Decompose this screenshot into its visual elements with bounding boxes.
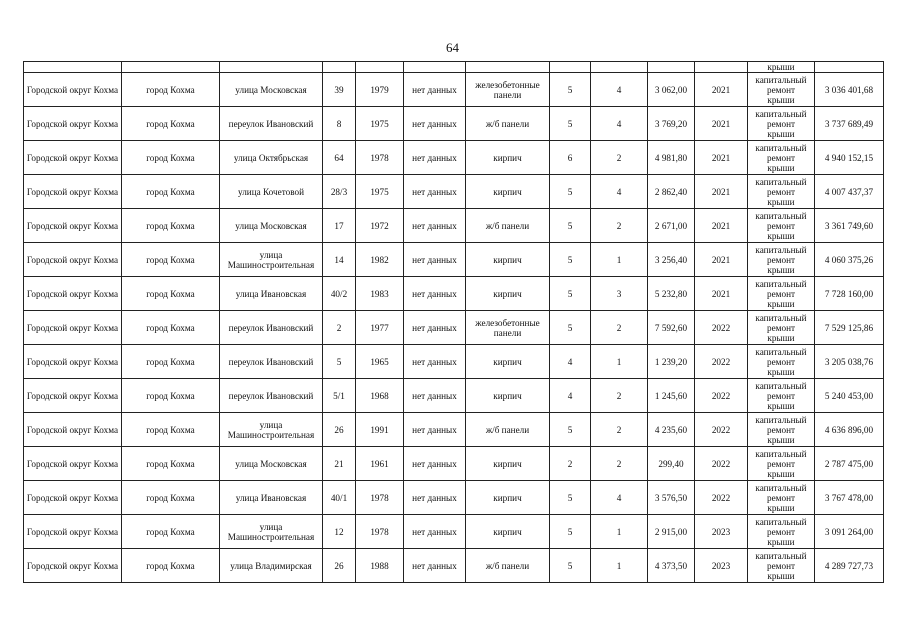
- work-type-line: капитальный: [755, 108, 807, 119]
- cell-wall-material: кирпич: [466, 447, 550, 481]
- cell-entrances: 1: [591, 345, 648, 379]
- cell-work-type: [748, 311, 815, 345]
- cell-floors: 5: [550, 277, 591, 311]
- cell-area: 2 915,00: [648, 515, 695, 549]
- cell-work-type: [748, 515, 815, 549]
- cell-city: город Кохма: [122, 413, 220, 447]
- cell-prev-repair: нет данных: [404, 311, 466, 345]
- cell-wall-material: ж/б панели: [466, 549, 550, 583]
- repair-register-table: [23, 61, 884, 583]
- cell-work-type: [748, 73, 815, 107]
- cell-street: улица Московская: [220, 73, 323, 107]
- cell-floors: 5: [550, 107, 591, 141]
- cell-entrances: 2: [591, 311, 648, 345]
- cell-district: Городской округ Кохма: [24, 209, 122, 243]
- cell-cost: 3 036 401,68: [815, 73, 884, 107]
- cell-prev-repair: нет данных: [404, 345, 466, 379]
- work-type-line: крыши: [767, 332, 795, 343]
- cell-work-type: [748, 277, 815, 311]
- cell-year-built: 1965: [356, 345, 404, 379]
- cell-house: 14: [323, 243, 356, 277]
- cell-street: переулок Ивановский: [220, 345, 323, 379]
- cell-area: [648, 62, 695, 73]
- table-row: [24, 379, 884, 413]
- cell-area: 7 592,60: [648, 311, 695, 345]
- table-row: [24, 175, 884, 209]
- cell-area: 3 062,00: [648, 73, 695, 107]
- cell-prev-repair: нет данных: [404, 107, 466, 141]
- cell-city: город Кохма: [122, 481, 220, 515]
- work-type-line: крыши: [767, 162, 795, 173]
- cell-plan-year: 2021: [695, 73, 748, 107]
- cell-district: Городской округ Кохма: [24, 311, 122, 345]
- cell-district: Городской округ Кохма: [24, 379, 122, 413]
- work-type-line: крыши: [767, 366, 795, 377]
- cell-area: 4 235,60: [648, 413, 695, 447]
- table-row: [24, 311, 884, 345]
- cell-entrances: 1: [591, 515, 648, 549]
- work-type-line: крыши: [767, 94, 795, 105]
- cell-cost: 3 361 749,60: [815, 209, 884, 243]
- cell-prev-repair: нет данных: [404, 209, 466, 243]
- cell-city: город Кохма: [122, 141, 220, 175]
- work-type-line: ремонт: [766, 220, 795, 231]
- cell-plan-year: 2021: [695, 277, 748, 311]
- cell-city: город Кохма: [122, 209, 220, 243]
- cell-street: улица Октябрьская: [220, 141, 323, 175]
- work-type-line: ремонт: [766, 390, 795, 401]
- cell-entrances: 2: [591, 413, 648, 447]
- work-type-line: ремонт: [766, 458, 795, 469]
- table-row: [24, 73, 884, 107]
- cell-city: город Кохма: [122, 175, 220, 209]
- cell-entrances: 4: [591, 73, 648, 107]
- cell-wall-material: кирпич: [466, 243, 550, 277]
- cell-year-built: 1991: [356, 413, 404, 447]
- cell-house: 21: [323, 447, 356, 481]
- work-type-line: крыши: [767, 264, 795, 275]
- cell-plan-year: 2021: [695, 243, 748, 277]
- cell-work-type: [748, 175, 815, 209]
- cell-house: 39: [323, 73, 356, 107]
- cell-entrances: 1: [591, 549, 648, 583]
- cell-house: 8: [323, 107, 356, 141]
- cell-street: улица Кочетовой: [220, 175, 323, 209]
- work-type-line: капитальный: [755, 414, 807, 425]
- table-row: [24, 209, 884, 243]
- cell-wall-material: ж/б панели: [466, 107, 550, 141]
- cell-cost: 7 529 125,86: [815, 311, 884, 345]
- cell-prev-repair: [404, 62, 466, 73]
- cell-prev-repair: нет данных: [404, 413, 466, 447]
- cell-area: 1 239,20: [648, 345, 695, 379]
- work-type-line: крыши: [767, 468, 795, 479]
- work-type-line: ремонт: [766, 526, 795, 537]
- cell-prev-repair: нет данных: [404, 549, 466, 583]
- cell-plan-year: 2021: [695, 175, 748, 209]
- cell-work-type: [748, 243, 815, 277]
- cell-district: Городской округ Кохма: [24, 73, 122, 107]
- cell-cost: 4 940 152,15: [815, 141, 884, 175]
- work-type-line: крыши: [767, 230, 795, 241]
- cell-house: 26: [323, 549, 356, 583]
- cell-house: 40/1: [323, 481, 356, 515]
- cell-plan-year: 2022: [695, 413, 748, 447]
- cell-city: [122, 62, 220, 73]
- cell-street: переулок Ивановский: [220, 107, 323, 141]
- work-type-line: ремонт: [766, 84, 795, 95]
- cell-wall-material: кирпич: [466, 277, 550, 311]
- cell-city: город Кохма: [122, 379, 220, 413]
- cell-street: улица Машиностроительная: [220, 243, 323, 277]
- cell-area: 4 981,80: [648, 141, 695, 175]
- work-type-line: крыши: [767, 128, 795, 139]
- cell-year-built: 1975: [356, 107, 404, 141]
- cell-floors: 5: [550, 515, 591, 549]
- cell-city: город Кохма: [122, 549, 220, 583]
- cell-year-built: 1983: [356, 277, 404, 311]
- work-type-line: капитальный: [755, 176, 807, 187]
- cell-wall-material: кирпич: [466, 481, 550, 515]
- cell-cost: 2 787 475,00: [815, 447, 884, 481]
- cell-wall-material: ж/б панели: [466, 413, 550, 447]
- cell-wall-material: железобетонные панели: [466, 311, 550, 345]
- cell-street: переулок Ивановский: [220, 379, 323, 413]
- cell-floors: 5: [550, 243, 591, 277]
- cell-cost: 3 091 264,00: [815, 515, 884, 549]
- work-type-line: ремонт: [766, 322, 795, 333]
- cell-floors: 6: [550, 141, 591, 175]
- cell-floors: 5: [550, 413, 591, 447]
- cell-entrances: [591, 62, 648, 73]
- table-row: [24, 413, 884, 447]
- cell-year-built: [356, 62, 404, 73]
- cell-year-built: 1975: [356, 175, 404, 209]
- cell-area: 4 373,50: [648, 549, 695, 583]
- cell-entrances: 2: [591, 447, 648, 481]
- cell-cost: 5 240 453,00: [815, 379, 884, 413]
- cell-area: 5 232,80: [648, 277, 695, 311]
- cell-cost: 3 205 038,76: [815, 345, 884, 379]
- cell-house: 5/1: [323, 379, 356, 413]
- cell-cost: [815, 62, 884, 73]
- cell-entrances: 1: [591, 243, 648, 277]
- cell-prev-repair: нет данных: [404, 243, 466, 277]
- work-type-line: капитальный: [755, 346, 807, 357]
- cell-work-type: [748, 209, 815, 243]
- cell-floors: 5: [550, 311, 591, 345]
- work-type-line: крыши: [767, 502, 795, 513]
- work-type-line: крыши: [767, 298, 795, 309]
- cell-wall-material: кирпич: [466, 175, 550, 209]
- work-type-line: ремонт: [766, 152, 795, 163]
- cell-district: Городской округ Кохма: [24, 141, 122, 175]
- cell-area: 3 256,40: [648, 243, 695, 277]
- cell-cost: 3 767 478,00: [815, 481, 884, 515]
- cell-area: 299,40: [648, 447, 695, 481]
- cell-plan-year: 2022: [695, 379, 748, 413]
- cell-entrances: 4: [591, 175, 648, 209]
- cell-district: Городской округ Кохма: [24, 413, 122, 447]
- cell-city: город Кохма: [122, 311, 220, 345]
- cell-house: 28/3: [323, 175, 356, 209]
- cell-prev-repair: нет данных: [404, 481, 466, 515]
- cell-area: 3 576,50: [648, 481, 695, 515]
- cell-work-type: [748, 345, 815, 379]
- cell-street: улица Ивановская: [220, 277, 323, 311]
- cell-plan-year: 2022: [695, 481, 748, 515]
- work-type-line: капитальный: [755, 210, 807, 221]
- cell-prev-repair: нет данных: [404, 73, 466, 107]
- work-type-line: ремонт: [766, 186, 795, 197]
- cell-house: 64: [323, 141, 356, 175]
- cell-street: улица Машиностроительная: [220, 413, 323, 447]
- cell-work-type: [748, 107, 815, 141]
- work-type-line: ремонт: [766, 560, 795, 571]
- cell-area: 2 862,40: [648, 175, 695, 209]
- cell-street: улица Машиностроительная: [220, 515, 323, 549]
- cell-plan-year: [695, 62, 748, 73]
- cell-wall-material: [466, 62, 550, 73]
- cell-plan-year: 2021: [695, 209, 748, 243]
- cell-floors: [550, 62, 591, 73]
- cell-work-type: [748, 379, 815, 413]
- cell-district: Городской округ Кохма: [24, 515, 122, 549]
- cell-city: город Кохма: [122, 515, 220, 549]
- cell-prev-repair: нет данных: [404, 175, 466, 209]
- cell-work-type: [748, 141, 815, 175]
- cell-area: 2 671,00: [648, 209, 695, 243]
- cell-district: Городской округ Кохма: [24, 549, 122, 583]
- cell-plan-year: 2023: [695, 549, 748, 583]
- cell-district: Городской округ Кохма: [24, 175, 122, 209]
- cell-wall-material: кирпич: [466, 515, 550, 549]
- cell-work-type: [748, 447, 815, 481]
- cell-city: город Кохма: [122, 107, 220, 141]
- cell-city: город Кохма: [122, 73, 220, 107]
- cell-entrances: 2: [591, 209, 648, 243]
- work-type-line: ремонт: [766, 492, 795, 503]
- cell-plan-year: 2022: [695, 447, 748, 481]
- cell-house: 26: [323, 413, 356, 447]
- cell-wall-material: кирпич: [466, 379, 550, 413]
- cell-floors: 2: [550, 447, 591, 481]
- table-row: [24, 243, 884, 277]
- cell-year-built: 1972: [356, 209, 404, 243]
- cell-plan-year: 2021: [695, 107, 748, 141]
- work-type-line: ремонт: [766, 288, 795, 299]
- cell-street: переулок Ивановский: [220, 311, 323, 345]
- table-row: [24, 107, 884, 141]
- cell-city: город Кохма: [122, 345, 220, 379]
- cell-work-type: [748, 481, 815, 515]
- cell-work-type: крыши: [748, 62, 815, 73]
- cell-floors: 5: [550, 73, 591, 107]
- cell-plan-year: 2021: [695, 141, 748, 175]
- cell-district: Городской округ Кохма: [24, 481, 122, 515]
- cell-wall-material: кирпич: [466, 141, 550, 175]
- cell-prev-repair: нет данных: [404, 277, 466, 311]
- work-type-line: капитальный: [755, 142, 807, 153]
- cell-entrances: 2: [591, 379, 648, 413]
- continuation-row: [24, 62, 884, 73]
- cell-city: город Кохма: [122, 277, 220, 311]
- cell-prev-repair: нет данных: [404, 515, 466, 549]
- table-row: [24, 345, 884, 379]
- work-type-line: капитальный: [755, 278, 807, 289]
- cell-district: Городской округ Кохма: [24, 243, 122, 277]
- work-type-line: ремонт: [766, 356, 795, 367]
- cell-district: [24, 62, 122, 73]
- cell-prev-repair: нет данных: [404, 447, 466, 481]
- cell-house: 12: [323, 515, 356, 549]
- cell-year-built: 1978: [356, 481, 404, 515]
- cell-cost: 4 289 727,73: [815, 549, 884, 583]
- cell-floors: 5: [550, 175, 591, 209]
- cell-cost: 4 636 896,00: [815, 413, 884, 447]
- cell-house: 40/2: [323, 277, 356, 311]
- cell-year-built: 1982: [356, 243, 404, 277]
- cell-house: 5: [323, 345, 356, 379]
- cell-floors: 5: [550, 209, 591, 243]
- cell-district: Городской округ Кохма: [24, 447, 122, 481]
- cell-street: улица Московская: [220, 447, 323, 481]
- cell-area: 3 769,20: [648, 107, 695, 141]
- cell-street: улица Ивановская: [220, 481, 323, 515]
- cell-work-type: [748, 549, 815, 583]
- work-type-line: крыши: [767, 196, 795, 207]
- cell-wall-material: кирпич: [466, 345, 550, 379]
- cell-year-built: 1977: [356, 311, 404, 345]
- cell-area: 1 245,60: [648, 379, 695, 413]
- work-type-line: капитальный: [755, 380, 807, 391]
- cell-year-built: 1968: [356, 379, 404, 413]
- work-type-line: ремонт: [766, 254, 795, 265]
- cell-floors: 4: [550, 345, 591, 379]
- work-type-line: крыши: [767, 434, 795, 445]
- cell-cost: 4 060 375,26: [815, 243, 884, 277]
- cell-entrances: 4: [591, 107, 648, 141]
- cell-prev-repair: нет данных: [404, 141, 466, 175]
- cell-city: город Кохма: [122, 243, 220, 277]
- cell-entrances: 2: [591, 141, 648, 175]
- table-row: [24, 141, 884, 175]
- work-type-line: ремонт: [766, 424, 795, 435]
- cell-cost: 4 007 437,37: [815, 175, 884, 209]
- cell-house: 17: [323, 209, 356, 243]
- cell-year-built: 1961: [356, 447, 404, 481]
- cell-year-built: 1979: [356, 73, 404, 107]
- cell-year-built: 1978: [356, 141, 404, 175]
- table-row: [24, 277, 884, 311]
- cell-year-built: 1978: [356, 515, 404, 549]
- cell-district: Городской округ Кохма: [24, 345, 122, 379]
- cell-street: [220, 62, 323, 73]
- work-type-line: капитальный: [755, 550, 807, 561]
- cell-cost: 3 737 689,49: [815, 107, 884, 141]
- work-type-line: капитальный: [755, 448, 807, 459]
- work-type-line: ремонт: [766, 118, 795, 129]
- work-type-line: капитальный: [755, 74, 807, 85]
- cell-district: Городской округ Кохма: [24, 277, 122, 311]
- cell-street: улица Владимирская: [220, 549, 323, 583]
- cell-work-type: [748, 413, 815, 447]
- cell-year-built: 1988: [356, 549, 404, 583]
- cell-wall-material: железобетонные панели: [466, 73, 550, 107]
- cell-district: Городской округ Кохма: [24, 107, 122, 141]
- cell-floors: 5: [550, 549, 591, 583]
- page-number: 64: [446, 40, 459, 55]
- table-row: [24, 447, 884, 481]
- cell-plan-year: 2023: [695, 515, 748, 549]
- cell-city: город Кохма: [122, 447, 220, 481]
- cell-prev-repair: нет данных: [404, 379, 466, 413]
- work-type-line: капитальный: [755, 312, 807, 323]
- work-type-line: капитальный: [755, 244, 807, 255]
- work-type-line: капитальный: [755, 516, 807, 527]
- table-row: [24, 481, 884, 515]
- table-row: [24, 515, 884, 549]
- work-type-line: крыши: [767, 536, 795, 547]
- cell-plan-year: 2022: [695, 311, 748, 345]
- cell-floors: 4: [550, 379, 591, 413]
- cell-house: 2: [323, 311, 356, 345]
- cell-house: [323, 62, 356, 73]
- work-type-line: крыши: [767, 570, 795, 581]
- cell-entrances: 4: [591, 481, 648, 515]
- cell-cost: 7 728 160,00: [815, 277, 884, 311]
- cell-floors: 5: [550, 481, 591, 515]
- cell-wall-material: ж/б панели: [466, 209, 550, 243]
- table-row: [24, 549, 884, 583]
- work-type-line: капитальный: [755, 482, 807, 493]
- work-type-line: крыши: [767, 400, 795, 411]
- cell-street: улица Московская: [220, 209, 323, 243]
- cell-entrances: 3: [591, 277, 648, 311]
- cell-plan-year: 2022: [695, 345, 748, 379]
